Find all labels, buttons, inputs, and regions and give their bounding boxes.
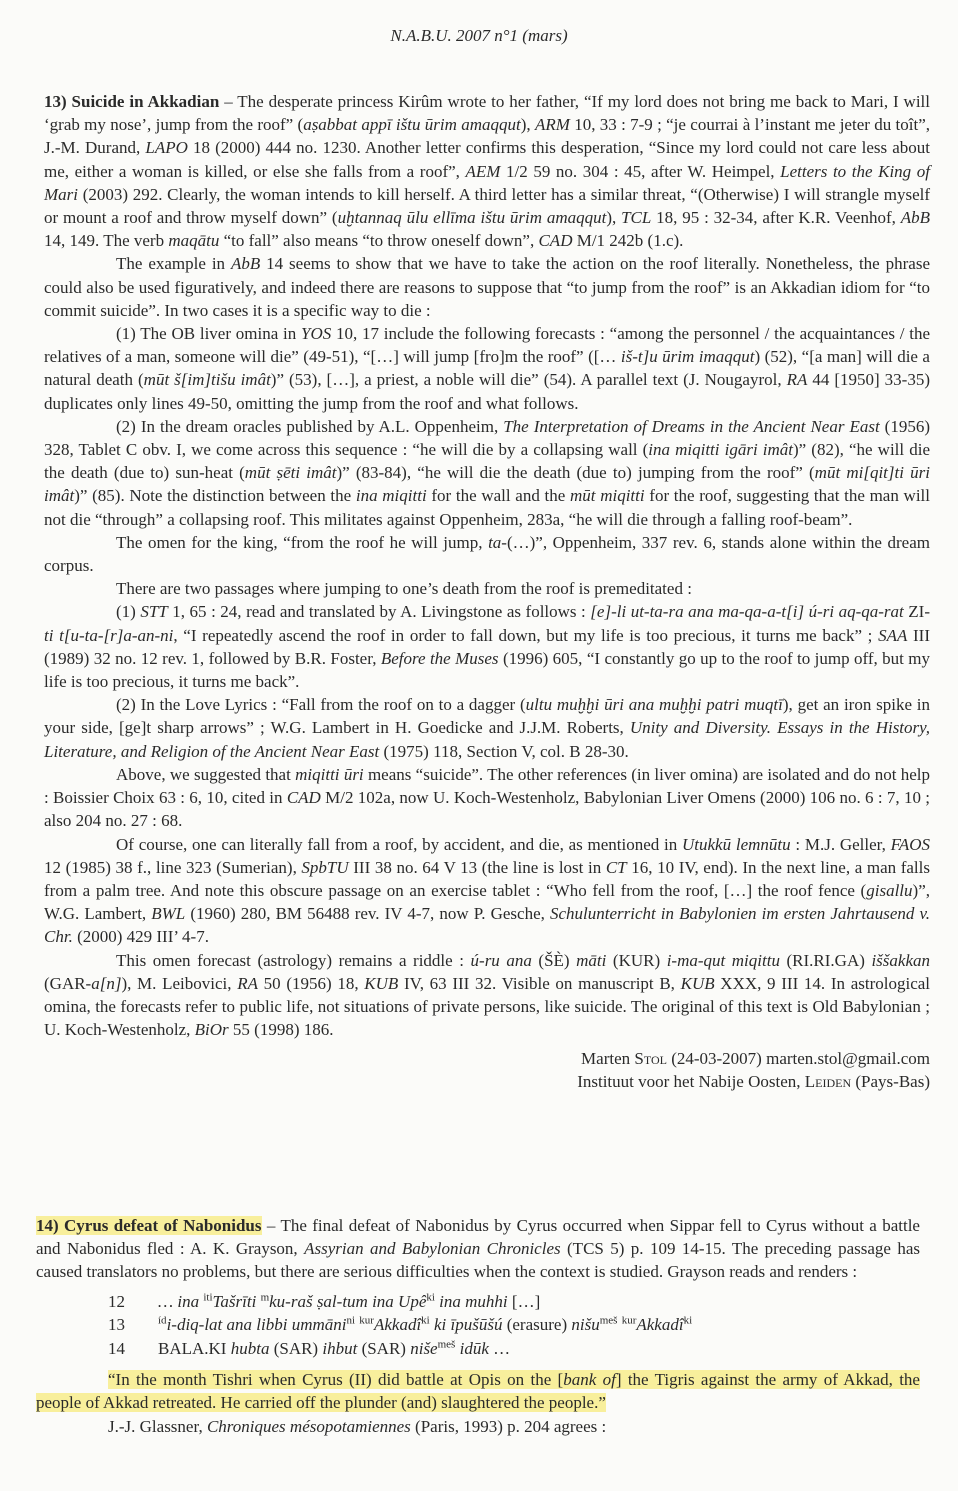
text-segment: ), get an iron spike in your side, [ge]t sharp arrows” ; W.G. Lambert in H. Goedicke and J.J.M. Roberts, xyxy=(44,695,930,738)
text-segment: (TCS 5) p. 109 14-15. The preceding passage has caused translators no problems, but there are serious difficulties when the context is studied. Grayson reads and renders : xyxy=(36,1239,920,1282)
text-segment: Utukkū lemnūtu xyxy=(682,834,791,854)
transliteration-line xyxy=(108,1313,920,1337)
text-segment: idūk xyxy=(459,1338,489,1358)
text-segment: mūt š[im]tišu imât xyxy=(143,370,271,390)
text-segment: kur xyxy=(359,1314,374,1327)
text-segment: (1975) 118, Section V, col. B 28-30. xyxy=(379,741,629,761)
text-segment: māti xyxy=(576,950,607,970)
text-segment: íd xyxy=(158,1314,167,1327)
section-13-body xyxy=(44,90,930,1041)
closing-reference xyxy=(36,1415,920,1438)
text-segment: i-ma-qut miqittu xyxy=(666,950,780,970)
text-segment: (Paris, 1993) p. 204 agrees : xyxy=(410,1416,607,1436)
text-segment: Chroniques mésopotamiennes xyxy=(206,1416,411,1436)
text-segment: bank of xyxy=(563,1370,616,1390)
text-segment: SpbTU xyxy=(301,857,349,877)
text-segment: mūt ṣēti imât xyxy=(244,463,337,483)
text-segment: Schulunterricht in Babylonien im ersten Jahrtausend v. Chr. xyxy=(44,904,930,947)
paragraph xyxy=(44,600,930,693)
text-segment: )”, W.G. Lambert, xyxy=(44,880,930,924)
text-segment: AEM xyxy=(465,161,501,181)
paragraph xyxy=(44,763,930,833)
text-segment: maqātu xyxy=(168,231,220,251)
text-segment: ina miqitti igāri imât xyxy=(648,440,793,460)
text-segment: 18, 95 : 32-34, after K.R. Veenhof, xyxy=(651,208,901,228)
text-segment: “to fall” also means “to throw oneself down”, xyxy=(219,231,539,251)
text-segment: (1956) 328, Tablet C obv. I, we come across this sequence : “he will die by a collapsing wall ( xyxy=(44,416,931,460)
text-segment: IV, 63 III 32. Visible on manuscript B, xyxy=(398,973,681,993)
paragraph xyxy=(44,693,930,763)
text-segment: (1) The OB liver omina in xyxy=(116,324,302,344)
text-segment: uḫtannaq ūlu ellīma ištu ūrim amaqqut xyxy=(337,208,607,228)
text-segment: : M.J. Geller, xyxy=(790,834,891,854)
text-segment: (SAR) xyxy=(357,1338,411,1358)
text-segment: 44 [1950] 33-35) duplicates only lines 49-50, omitting the jump from the roof and what follows. xyxy=(44,370,930,413)
text-segment: for the roof, suggesting that the man will not die “through” a collapsing roof. This militates against Oppenheim, 283a, “he will die through a falling roof-beam”. xyxy=(44,486,930,529)
transliteration-line xyxy=(108,1337,920,1361)
text-segment: ú-ru ana xyxy=(470,950,532,970)
text-segment: 12 (1985) 38 f., line 323 (Sumerian), xyxy=(44,857,302,877)
text-segment: iš-t]u ūrim imaqqut xyxy=(620,347,755,367)
section-13-suicide-in-akkadian xyxy=(44,90,930,1093)
text-segment: a[n] xyxy=(91,973,122,993)
text-segment: 50 (1956) 18, xyxy=(257,973,365,993)
text-segment: ihbut xyxy=(322,1338,358,1358)
text-segment: mūt miqitti xyxy=(570,486,645,506)
text-segment: There are two passages where jumping to one’s death from the roof is premeditated : xyxy=(116,579,692,599)
paragraph xyxy=(44,415,930,531)
text-segment: mūt mi[qit]ti ūri imât xyxy=(44,463,930,506)
text-segment: 10, 33 : 7-9 ; “je courrai à l’instant me jeter du toît”, J.-M. Durand, xyxy=(44,115,931,158)
text-segment: gisallu xyxy=(866,880,913,900)
signature-line xyxy=(44,1047,930,1070)
text-segment: RA xyxy=(237,973,258,993)
text-segment: hubta xyxy=(230,1338,270,1358)
paragraph xyxy=(44,577,930,600)
text-segment: SAA xyxy=(878,625,908,645)
text-segment: The Interpretation of Dreams in the Ancient Near East xyxy=(503,416,880,436)
text-segment: 1, 65 : 24, read and translated by A. Livingstone as follows : xyxy=(167,602,591,622)
text-segment: … ina xyxy=(158,1291,204,1311)
text-segment: KUB xyxy=(364,973,399,993)
text-segment: (erasure) xyxy=(502,1315,572,1335)
text-segment: M/2 102a, now U. Koch-Westenholz, Babylonian Liver Omens (2000) 106 no. 6 : 7, 10 ; also 204 no. 27 : 68. xyxy=(44,788,930,831)
journal-header: N.A.B.U. 2007 n°1 (mars) xyxy=(390,26,568,45)
text-segment: (2) In the dream oracles published by A.L. Oppenheim, xyxy=(116,416,504,436)
text-segment: (24-03-2007) marten.stol@gmail.com xyxy=(666,1049,930,1069)
paragraph xyxy=(44,90,930,252)
text-segment: (Pays-Bas) xyxy=(851,1072,930,1092)
text-segment: Of course, one can literally fall from a roof, by accident, and die, as mentioned in xyxy=(116,834,683,854)
text-segment: -(…)”, Oppenheim, 337 rev. 6, stands alone within the dream corpus. xyxy=(44,532,930,576)
section-14-intro xyxy=(36,1214,920,1284)
text-segment: […] xyxy=(507,1291,541,1311)
text-segment: ina miqitti xyxy=(355,486,427,506)
paragraph xyxy=(44,833,930,949)
text-segment: )” (85). Note the distinction between the xyxy=(74,486,356,506)
text-segment: ni xyxy=(346,1314,356,1327)
text-segment: 14, 149. The verb xyxy=(44,231,169,251)
text-segment: “In the month Tishri when Cyrus (II) did battle at Opis on the [ xyxy=(108,1370,564,1390)
line-number: 14 xyxy=(108,1338,125,1358)
text-segment: (KUR) xyxy=(606,950,667,970)
text-segment: (2003) 292. Clearly, the woman intends to kill herself. A third letter has a similar threat, “(Otherwise) I will strangle myself or mount a roof and throw myself down” ( xyxy=(44,184,930,228)
text-segment: BiOr xyxy=(194,1020,229,1040)
text-segment: – The final defeat of Nabonidus by Cyrus occurred when Sippar fell to Cyrus without a battle and Nabonidus fled : A. K. Grayson, xyxy=(36,1216,920,1259)
text-segment: ki xyxy=(683,1314,693,1327)
text-segment: (GAR- xyxy=(44,973,92,993)
text-segment: ki xyxy=(426,1290,435,1303)
highlighted-quote xyxy=(36,1370,920,1412)
transliteration-line xyxy=(108,1290,920,1314)
text-segment: means “suicide”. The other references (in liver omina) are isolated and do not help : Boissier Choix 63 : 6, 10, cited in xyxy=(44,764,930,808)
text-segment: ] the Tigris against the army of Akkad, the people of Akkad retreated. He carried off the plunder (and) slaughtered the people.” xyxy=(36,1370,920,1413)
text-segment: 18 (2000) 444 no. 1230. Another letter confirms this desperation, “Since my lord could not care less about me, either a woman is killed, or else she falls from a roof”, xyxy=(44,138,930,181)
text-segment: – The desperate princess Kirûm wrote to her father, “If my lord does not bring me back to Mari, I will ‘grab my nose’, jump from the roof” ( xyxy=(44,92,930,135)
text-segment: The example in xyxy=(116,254,231,274)
text-segment: Assyrian and Babylonian Chronicles xyxy=(304,1239,561,1259)
text-segment: J.-J. Glassner, xyxy=(108,1416,207,1436)
text-segment: 13) Suicide in Akkadian xyxy=(44,92,220,111)
text-segment: STT xyxy=(140,602,168,622)
text-segment: i-diq-lat ana libbi ummāni xyxy=(166,1315,347,1335)
text-segment: Above, we suggested that xyxy=(116,764,296,784)
section-14-cyrus-defeat xyxy=(36,1214,920,1438)
text-segment: BWL xyxy=(151,904,186,924)
text-segment: kur xyxy=(621,1314,637,1327)
text-segment: III (1989) 32 no. 12 rev. 1, followed by B.R. Foster, xyxy=(44,625,930,668)
author-signature xyxy=(44,1047,930,1093)
text-segment: ina muhhi xyxy=(434,1291,508,1311)
text-segment: iti xyxy=(203,1290,213,1303)
text-segment: KUB xyxy=(680,973,715,993)
text-segment: Stol xyxy=(634,1049,667,1069)
text-segment: CAD xyxy=(538,231,573,251)
text-segment: (2) In the Love Lyrics : “Fall from the roof on to a dagger ( xyxy=(116,695,526,715)
text-segment: (RI.RI.GA) xyxy=(779,950,872,970)
text-segment: Unity and Diversity. Essays in the History, Literature, and Religion of the Ancient Near East xyxy=(44,718,931,761)
text-segment: ARM xyxy=(534,115,570,135)
paragraph xyxy=(44,322,930,415)
text-segment: Akkadî xyxy=(373,1315,422,1335)
text-segment: Akkadî xyxy=(636,1315,684,1335)
text-segment: (1960) 280, BM 56488 rev. IV 4-7, now P. Gesche, xyxy=(185,904,550,924)
text-segment: The omen for the king, “from the roof he will jump, xyxy=(116,532,489,552)
text-segment: M/1 242b (1.c). xyxy=(572,231,684,251)
text-segment: 55 (1998) 186. xyxy=(228,1020,334,1040)
text-segment: Instituut voor het Nabije Oosten, xyxy=(577,1072,805,1092)
text-segment: meš xyxy=(437,1337,456,1350)
text-segment: (ŠÈ) xyxy=(531,950,577,970)
text-segment: for the wall and the xyxy=(426,486,570,506)
section-14-title: 14) Cyrus defeat of Nabonidus xyxy=(36,1216,262,1235)
text-segment: ), xyxy=(520,115,535,135)
text-segment: ta xyxy=(488,532,502,552)
text-segment: m xyxy=(260,1290,270,1303)
line-text xyxy=(158,1290,540,1314)
text-segment: , “I repeatedly ascend the roof in order to fall down, but my life is too precious, it turns me back” ; xyxy=(173,625,879,645)
line-number: 13 xyxy=(108,1315,125,1335)
text-segment: BALA.KI xyxy=(158,1338,231,1358)
text-segment: III 38 no. 64 V 13 (the line is lost in xyxy=(348,857,606,877)
text-segment: ) (52), “[a man] will die a natural death ( xyxy=(44,347,930,390)
paragraph xyxy=(44,531,930,577)
text-segment: (1) xyxy=(116,602,141,622)
transliteration-lines xyxy=(36,1290,920,1361)
line-number: 12 xyxy=(108,1291,125,1311)
translation-quote xyxy=(36,1368,920,1414)
text-segment: ki īpušūšú xyxy=(429,1315,503,1335)
text-segment: Before the Muses xyxy=(380,648,499,668)
text-segment: (1996) 605, “I constantly go up to the roof to jump off, but my life is too precious, it turns me back”. xyxy=(44,648,931,692)
line-text xyxy=(158,1337,510,1361)
text-segment: nišu xyxy=(571,1315,600,1335)
text-segment: miqitti ūri xyxy=(295,764,364,784)
text-segment: 1/2 59 no. 304 : 45, after W. Heimpel, xyxy=(500,161,781,181)
text-segment: 14 seems to show that we have to take the action on the roof literally. Nonetheless, the phrase could also be used figuratively, and indeed there are reasons to suppose that “to jump from the roof” is an Akkadian idiom for “to commit suicide”. In two cases it is a specific way to die : xyxy=(44,254,930,320)
text-segment: ), M. Leibovici, xyxy=(121,973,238,993)
text-segment: ultu muḫḫi ūri ana muḫḫi patri muqtī xyxy=(525,695,783,715)
text-segment: CAD xyxy=(286,788,321,808)
text-segment: AbB xyxy=(230,254,261,274)
text-segment: aṣabbat appī ištu ūrim amaqqut xyxy=(303,115,521,135)
text-segment: iššakkan xyxy=(871,950,930,970)
text-segment: Letters to the King of Mari xyxy=(44,161,930,204)
text-segment: XXX, 9 III 14. In astrological omina, the forecasts refer to public life, not situations of private persons, like suicide. The original of this text is Old Babylonian ; U. Koch-Westenholz, xyxy=(44,973,931,1040)
text-segment: )” (82), “he will die the death (due to) sun-heat ( xyxy=(44,440,930,483)
text-segment: Marten xyxy=(581,1049,635,1069)
text-segment: niše xyxy=(410,1338,438,1358)
text-segment: Tašrīti xyxy=(212,1291,261,1311)
text-segment: TCL xyxy=(621,208,652,228)
text-segment: AbB xyxy=(900,208,930,228)
text-segment: This omen forecast (astrology) remains a riddle : xyxy=(116,950,471,970)
text-segment: RA xyxy=(786,370,808,390)
text-segment: )” (53), […], a priest, a noble will die” (54). A parallel text (J. Nougayrol, xyxy=(270,370,787,390)
text-segment: ZI- xyxy=(903,602,930,622)
text-segment: LAPO xyxy=(145,138,188,158)
text-segment: FAOS xyxy=(890,834,931,854)
text-segment: ), xyxy=(606,208,622,228)
text-segment: Leiden xyxy=(804,1072,852,1092)
text-segment: 16, 10 IV, end). In the next line, a man falls from a palm tree. And note this obscure passage on an exercise tablet : “Who fell from the roof, […] the roof fence ( xyxy=(44,857,930,900)
text-segment: YOS xyxy=(301,324,332,344)
text-segment: )” (83-84), “he will die the death (due to) jumping from the roof” ( xyxy=(336,463,815,483)
text-segment: meš xyxy=(599,1314,618,1327)
text-segment: CT xyxy=(605,857,627,877)
text-segment: ki xyxy=(421,1314,430,1327)
paragraph xyxy=(44,949,930,1042)
text-segment: ku-raš ṣal-tum ina Upê xyxy=(269,1291,427,1311)
text-segment: (SAR) xyxy=(269,1338,323,1358)
text-segment: [e]-li ut-ta-ra ana ma-qa-a-t[i] ú-ri aq-qa-rat xyxy=(590,602,904,622)
text-segment: ti t[u-ta-[r]a-an-ni xyxy=(44,625,174,645)
text-segment: (2000) 429 III’ 4-7. xyxy=(72,927,209,947)
text-segment: 10, 17 include the following forecasts : “among the personnel / the acquaintances / the relatives of a man, someone will die” (49-51), “[…] will jump [fro]m the roof” ([… xyxy=(44,324,930,367)
line-text xyxy=(158,1313,692,1337)
paragraph xyxy=(44,252,930,322)
text-segment: … xyxy=(488,1338,511,1358)
signature-line xyxy=(44,1070,930,1093)
